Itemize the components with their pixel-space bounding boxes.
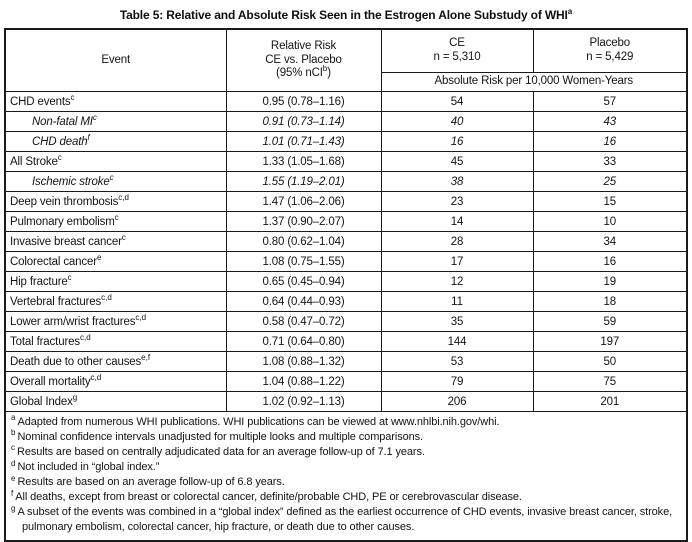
- footnote-marker: b: [11, 428, 16, 438]
- relative-risk-cell: 1.55 (1.19–2.01): [226, 172, 381, 192]
- event-cell: [5, 312, 226, 332]
- table-title-footnote-marker: a: [567, 7, 573, 16]
- event-label: Global Index: [10, 395, 73, 408]
- relative-risk-cell: 0.65 (0.45–0.94): [226, 272, 381, 292]
- ce-value-cell: 14: [381, 212, 533, 232]
- placebo-value-cell: 75: [533, 372, 687, 392]
- placebo-value-cell: 19: [533, 272, 687, 292]
- table-row: [5, 152, 687, 172]
- table-header: [5, 29, 687, 92]
- footnote-marker: c,d: [135, 312, 147, 322]
- table-row: [5, 372, 687, 392]
- placebo-value-cell: 16: [533, 252, 687, 272]
- event-label: Deep vein thrombosis: [10, 195, 119, 208]
- header-ci-footnote-marker: b: [322, 64, 328, 74]
- footnote-marker: c,d: [79, 332, 91, 342]
- footnote-text: Not included in “global index.”: [17, 461, 160, 474]
- event-cell: [5, 372, 226, 392]
- ce-value-cell: 28: [381, 232, 533, 252]
- table-row: [5, 132, 687, 152]
- relative-risk-cell: 1.08 (0.75–1.55): [226, 252, 381, 272]
- event-label: Lower arm/wrist fractures: [10, 315, 136, 328]
- header-placebo-n: n = 5,429: [586, 51, 634, 63]
- table-row: [5, 92, 687, 112]
- footnote-text: Results are based on centrally adjudicated data for an average follow-up of 7.1 years.: [17, 446, 425, 459]
- relative-risk-cell: 0.95 (0.78–1.16): [226, 92, 381, 112]
- footnote-marker: e,f: [141, 352, 151, 362]
- footnote-marker: d: [11, 458, 16, 468]
- event-label: CHD events: [10, 95, 71, 108]
- event-cell: [5, 212, 226, 232]
- ce-value-cell: 45: [381, 152, 533, 172]
- event-cell: [5, 392, 226, 412]
- footnote-marker: c: [121, 232, 126, 242]
- relative-risk-cell: 0.80 (0.62–1.04): [226, 232, 381, 252]
- footnote-marker: c: [92, 112, 97, 122]
- relative-risk-cell: 1.47 (1.06–2.06): [226, 192, 381, 212]
- ce-value-cell: 17: [381, 252, 533, 272]
- table-row: [5, 112, 687, 132]
- ce-value-cell: 12: [381, 272, 533, 292]
- header-absolute-risk: Absolute Risk per 10,000 Women-Years: [381, 73, 687, 92]
- footnote-marker: c: [109, 172, 114, 182]
- placebo-value-cell: 201: [533, 392, 687, 412]
- event-label: Hip fracture: [10, 275, 68, 288]
- footnote-marker: f: [11, 488, 14, 498]
- header-relative-risk-line1: Relative Risk: [270, 40, 337, 53]
- event-label: Total fractures: [10, 335, 80, 348]
- table-footer: [5, 412, 687, 541]
- header-ce-n: n = 5,310: [433, 51, 481, 63]
- ce-value-cell: 23: [381, 192, 533, 212]
- event-cell: [5, 332, 226, 352]
- table-row: [5, 252, 687, 272]
- footnote-marker: c: [114, 212, 119, 222]
- event-cell: [5, 252, 226, 272]
- footnote-text: Adapted from numerous WHI publications. WHI publications can be viewed at www.nhlbi.nih.gov/whi.: [17, 416, 500, 428]
- relative-risk-cell: 1.01 (0.71–1.43): [226, 132, 381, 152]
- ce-value-cell: 11: [381, 292, 533, 312]
- event-cell: [5, 352, 226, 372]
- relative-risk-cell: 0.91 (0.73–1.14): [226, 112, 381, 132]
- placebo-value-cell: 34: [533, 232, 687, 252]
- placebo-value-cell: 18: [533, 292, 687, 312]
- table-row: [5, 232, 687, 252]
- table-row: [5, 292, 687, 312]
- footnote-item: [11, 430, 681, 445]
- event-cell: [5, 192, 226, 212]
- ce-value-cell: 206: [381, 392, 533, 412]
- placebo-value-cell: 15: [533, 192, 687, 212]
- footnote-marker: g: [72, 392, 78, 402]
- event-label: Colorectal cancer: [10, 255, 97, 268]
- footnote-marker: g: [11, 503, 16, 513]
- ce-value-cell: 79: [381, 372, 533, 392]
- footnote-item: [11, 445, 681, 460]
- header-ce: [381, 29, 533, 73]
- footnote-item: [11, 460, 681, 475]
- footnotes-cell: [5, 412, 687, 541]
- footnote-marker: e: [11, 473, 16, 483]
- footnote-marker: c: [57, 152, 62, 162]
- header-relative-risk: [226, 29, 381, 92]
- event-cell: [5, 112, 226, 132]
- placebo-value-cell: 57: [533, 92, 687, 112]
- footnote-item: [11, 505, 681, 535]
- table-row: [5, 192, 687, 212]
- footnote-item: [11, 475, 681, 490]
- event-cell: [5, 132, 226, 152]
- footnote-item: [11, 415, 681, 430]
- ce-value-cell: 54: [381, 92, 533, 112]
- ce-value-cell: 40: [381, 112, 533, 132]
- placebo-value-cell: 43: [533, 112, 687, 132]
- relative-risk-cell: 0.71 (0.64–0.80): [226, 332, 381, 352]
- event-cell: [5, 232, 226, 252]
- relative-risk-cell: 0.58 (0.47–0.72): [226, 312, 381, 332]
- event-cell: [5, 92, 226, 112]
- event-label: CHD death: [32, 135, 88, 148]
- footnote-marker: f: [87, 132, 90, 142]
- table-row: [5, 352, 687, 372]
- footnote-item: [11, 490, 681, 505]
- footnote-text: Nominal confidence intervals unadjusted for multiple looks and multiple comparisons.: [17, 431, 423, 444]
- footnote-marker: a: [11, 413, 16, 423]
- footnote-marker: c: [70, 92, 75, 102]
- relative-risk-cell: 1.37 (0.90–2.07): [226, 212, 381, 232]
- ce-value-cell: 16: [381, 132, 533, 152]
- event-label: Overall mortality: [10, 375, 91, 388]
- event-label: Non-fatal MI: [32, 115, 93, 128]
- footnote-marker: c,d: [118, 192, 129, 202]
- header-relative-risk-line3: (95% nCI$^b$): [276, 64, 331, 80]
- footnote-text: Results are based on an average follow-up of 6.8 years.: [17, 476, 285, 489]
- event-label: Death due to other causes: [10, 355, 142, 368]
- footnote-marker: c: [67, 272, 72, 282]
- table-body: [5, 92, 687, 412]
- footnote-marker: c,d: [101, 292, 112, 302]
- risk-table: [4, 28, 688, 542]
- ce-value-cell: 35: [381, 312, 533, 332]
- ce-value-cell: 38: [381, 172, 533, 192]
- header-relative-risk-line2: CE vs. Placebo: [265, 53, 342, 66]
- placebo-value-cell: 16: [533, 132, 687, 152]
- header-event: Event: [5, 29, 226, 92]
- footnote-marker: e: [96, 252, 102, 262]
- footnote-marker: c,d: [90, 372, 102, 382]
- footnote-text: A subset of the events was combined in a “global index” defined as the earliest occurrence of CHD events, invasive breast cancer, stroke, pulmonary embolism, colorectal cancer, hip fracture, or death due to other causes.: [17, 506, 673, 534]
- event-label: Vertebral fractures: [10, 295, 102, 308]
- placebo-value-cell: 197: [533, 332, 687, 352]
- ce-value-cell: 144: [381, 332, 533, 352]
- placebo-value-cell: 59: [533, 312, 687, 332]
- table-row: [5, 272, 687, 292]
- event-cell: [5, 292, 226, 312]
- footnote-marker: c: [11, 443, 15, 453]
- table-row: [5, 392, 687, 412]
- relative-risk-cell: 1.33 (1.05–1.68): [226, 152, 381, 172]
- table-row: [5, 312, 687, 332]
- event-label: Ischemic stroke: [32, 175, 110, 188]
- header-placebo-label: Placebo: [589, 37, 630, 50]
- header-placebo: [533, 29, 687, 73]
- event-label: Invasive breast cancer: [10, 235, 122, 248]
- footnote-text: All deaths, except from breast or colorectal cancer, definite/probable CHD, PE or cerebrovascular disease.: [15, 491, 522, 504]
- relative-risk-cell: 1.02 (0.92–1.13): [226, 392, 381, 412]
- table-row: [5, 332, 687, 352]
- table-title-text: Table 5: Relative and Absolute Risk Seen in the Estrogen Alone Substudy of WHI: [119, 8, 568, 22]
- event-label: All Stroke: [10, 155, 58, 168]
- placebo-value-cell: 50: [533, 352, 687, 372]
- relative-risk-cell: 1.04 (0.88–1.22): [226, 372, 381, 392]
- table-row: [5, 212, 687, 232]
- relative-risk-cell: 0.64 (0.44–0.93): [226, 292, 381, 312]
- event-cell: [5, 152, 226, 172]
- placebo-value-cell: 33: [533, 152, 687, 172]
- placebo-value-cell: 25: [533, 172, 687, 192]
- event-label: Pulmonary embolism: [10, 215, 115, 228]
- placebo-value-cell: 10: [533, 212, 687, 232]
- ce-value-cell: 53: [381, 352, 533, 372]
- header-ce-label: CE: [449, 37, 465, 50]
- relative-risk-cell: 1.08 (0.88–1.32): [226, 352, 381, 372]
- table-title: [0, 0, 692, 22]
- event-cell: [5, 172, 226, 192]
- event-cell: [5, 272, 226, 292]
- table-row: [5, 172, 687, 192]
